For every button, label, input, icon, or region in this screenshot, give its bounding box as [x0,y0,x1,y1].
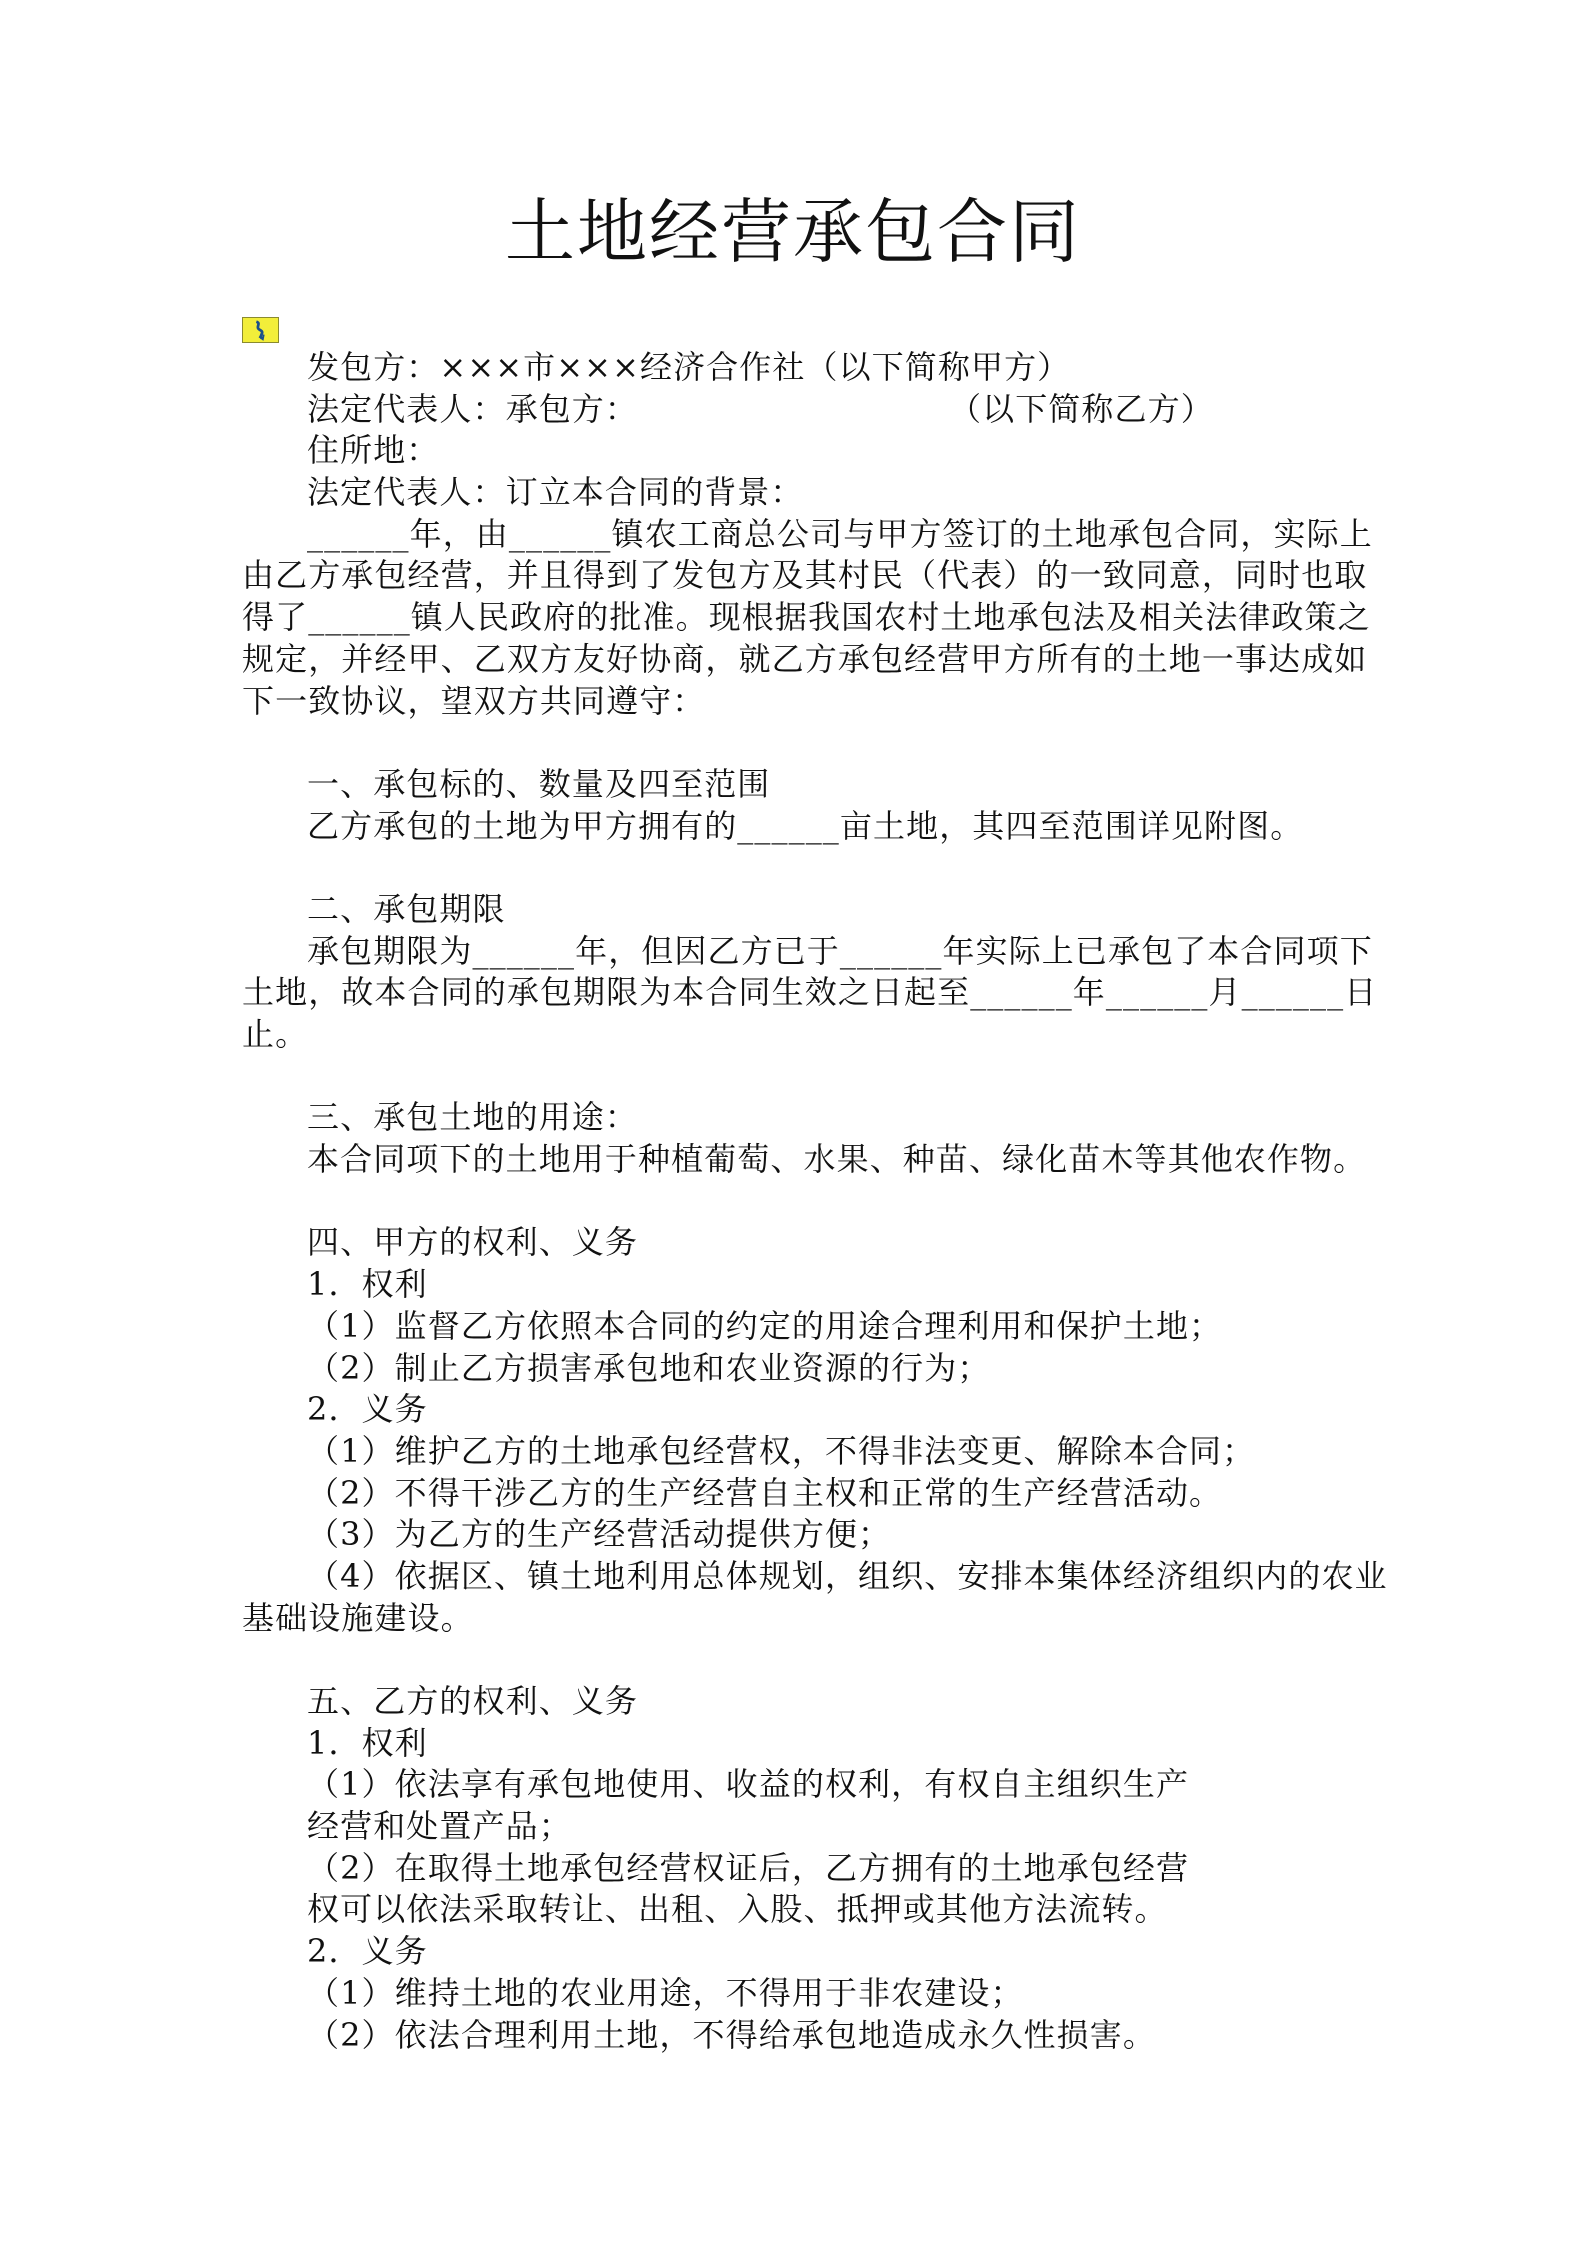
text-line [242,389,1352,431]
blank-line [242,722,1352,764]
line-text: （2）依法合理利用土地，不得给承包地造成永久性损害。 [307,2015,1156,2054]
text-line [242,555,1368,597]
line-aside-text: （以下简称乙方） [949,389,1214,428]
text-line [242,1264,1352,1306]
text-line [242,1514,1352,1556]
text-line [242,347,1352,389]
line-text: 住所地： [307,431,440,470]
line-text: 本合同项下的土地用于种植葡萄、水果、种苗、绿化苗木等其他农作物。 [307,1140,1367,1179]
text-line [242,1139,1367,1181]
text-line [242,1806,1352,1848]
line-text: （2）在取得土地承包经营权证后，乙方拥有的土地承包经营 [307,1848,1190,1887]
text-line [242,2015,1352,2057]
text-line [242,931,1373,973]
text-line [242,1348,1352,1390]
line-text: 2．义务 [307,1390,428,1429]
text-line [242,1848,1352,1890]
line-text: （1）依法享有承包地使用、收益的权利，有权自主组织生产 [307,1765,1190,1804]
text-line [242,472,1352,514]
line-text: 三、承包土地的用途： [307,1098,639,1137]
text-line [242,1598,1352,1640]
blank-line [242,847,1352,889]
line-text: 土地，故本合同的承包期限为本合同生效之日起至______年______月______日 [242,973,1378,1012]
text-line [242,972,1378,1014]
line-text: 规定，并经甲、乙双方友好协商，就乙方承包经营甲方所有的土地一事达成如 [242,639,1368,678]
line-text: （1）维护乙方的土地承包经营权，不得非法变更、解除本合同； [307,1431,1256,1470]
line-text: 五、乙方的权利、义务 [307,1682,639,1720]
text-line [242,430,1352,472]
text-line [242,1681,1352,1723]
text-line [242,889,1352,931]
line-text: 由乙方承包经营，并且得到了发包方及其村民（代表）的一致同意，同时也取 [242,556,1368,595]
line-text: 法定代表人：订立本合同的背景： [307,473,804,512]
line-text: （3）为乙方的生产经营活动提供方便； [307,1515,892,1554]
line-text: 权可以依法采取转让、出租、入股、抵押或其他方法流转。 [307,1890,1168,1929]
text-line [242,1931,1352,1973]
line-text: （4）依据区、镇土地利用总体规划，组织、安排本集体经济组织内的农业 [307,1556,1388,1595]
text-line [242,639,1368,681]
document-title: 土地经营承包合同 [505,191,1081,273]
contract-body [242,347,1388,2056]
line-text: 乙方承包的土地为甲方拥有的______亩土地，其四至范围详见附图。 [307,806,1304,845]
text-line [242,1431,1352,1473]
line-text: 1．权利 [307,1723,428,1762]
text-line [242,1764,1352,1806]
line-text: （2）不得干涉乙方的生产经营自主权和正常的生产经营活动。 [307,1473,1223,1512]
text-line [242,514,1373,556]
line-text: 发包方：×××市×××经济合作社（以下简称甲方） [307,348,1071,386]
line-text: 下一致协议，望双方共同遵守： [242,681,706,720]
text-line [242,1889,1352,1931]
text-line [242,806,1352,848]
line-text: ______年，由______镇农工商总公司与甲方签订的土地承包合同，实际上 [307,514,1373,553]
line-text: 2．义务 [307,1932,428,1971]
text-line [242,597,1371,639]
text-line [242,1222,1352,1264]
text-line [242,764,1352,806]
text-line [242,1473,1352,1515]
blank-line [242,1056,1352,1098]
line-text: 得了______镇人民政府的批准。现根据我国农村土地承包法及相关法律政策之 [242,598,1371,637]
line-text: 二、承包期限 [307,889,506,928]
text-line [242,1556,1388,1598]
line-text: 一、承包标的、数量及四至范围 [307,764,771,803]
line-text: （2）制止乙方损害承包地和农业资源的行为； [307,1348,991,1387]
text-line [242,1097,1352,1139]
text-line [242,1014,1352,1056]
line-text: 四、甲方的权利、义务 [307,1223,639,1262]
line-text: 止。 [242,1015,309,1053]
text-line [242,1306,1352,1348]
text-line [242,681,1352,723]
line-text: 经营和处置产品； [307,1807,572,1846]
text-line [242,1389,1352,1431]
line-text: （1）监督乙方依照本合同的约定的用途合理利用和保护土地； [307,1306,1223,1345]
line-text: 基础设施建设。 [242,1598,474,1637]
line-text: 法定代表人：承包方： [307,389,639,428]
blank-line [242,1639,1352,1681]
document-attachment-icon[interactable] [242,317,279,343]
text-line [242,1973,1352,2015]
line-text: （1）维持土地的农业用途，不得用于非农建设； [307,1973,1024,2012]
text-line [242,1723,1352,1765]
line-text: 承包期限为______年，但因乙方已于______年实际上已承包了本合同项下 [307,931,1373,970]
line-text: 1．权利 [307,1265,428,1304]
blank-line [242,1181,1352,1223]
